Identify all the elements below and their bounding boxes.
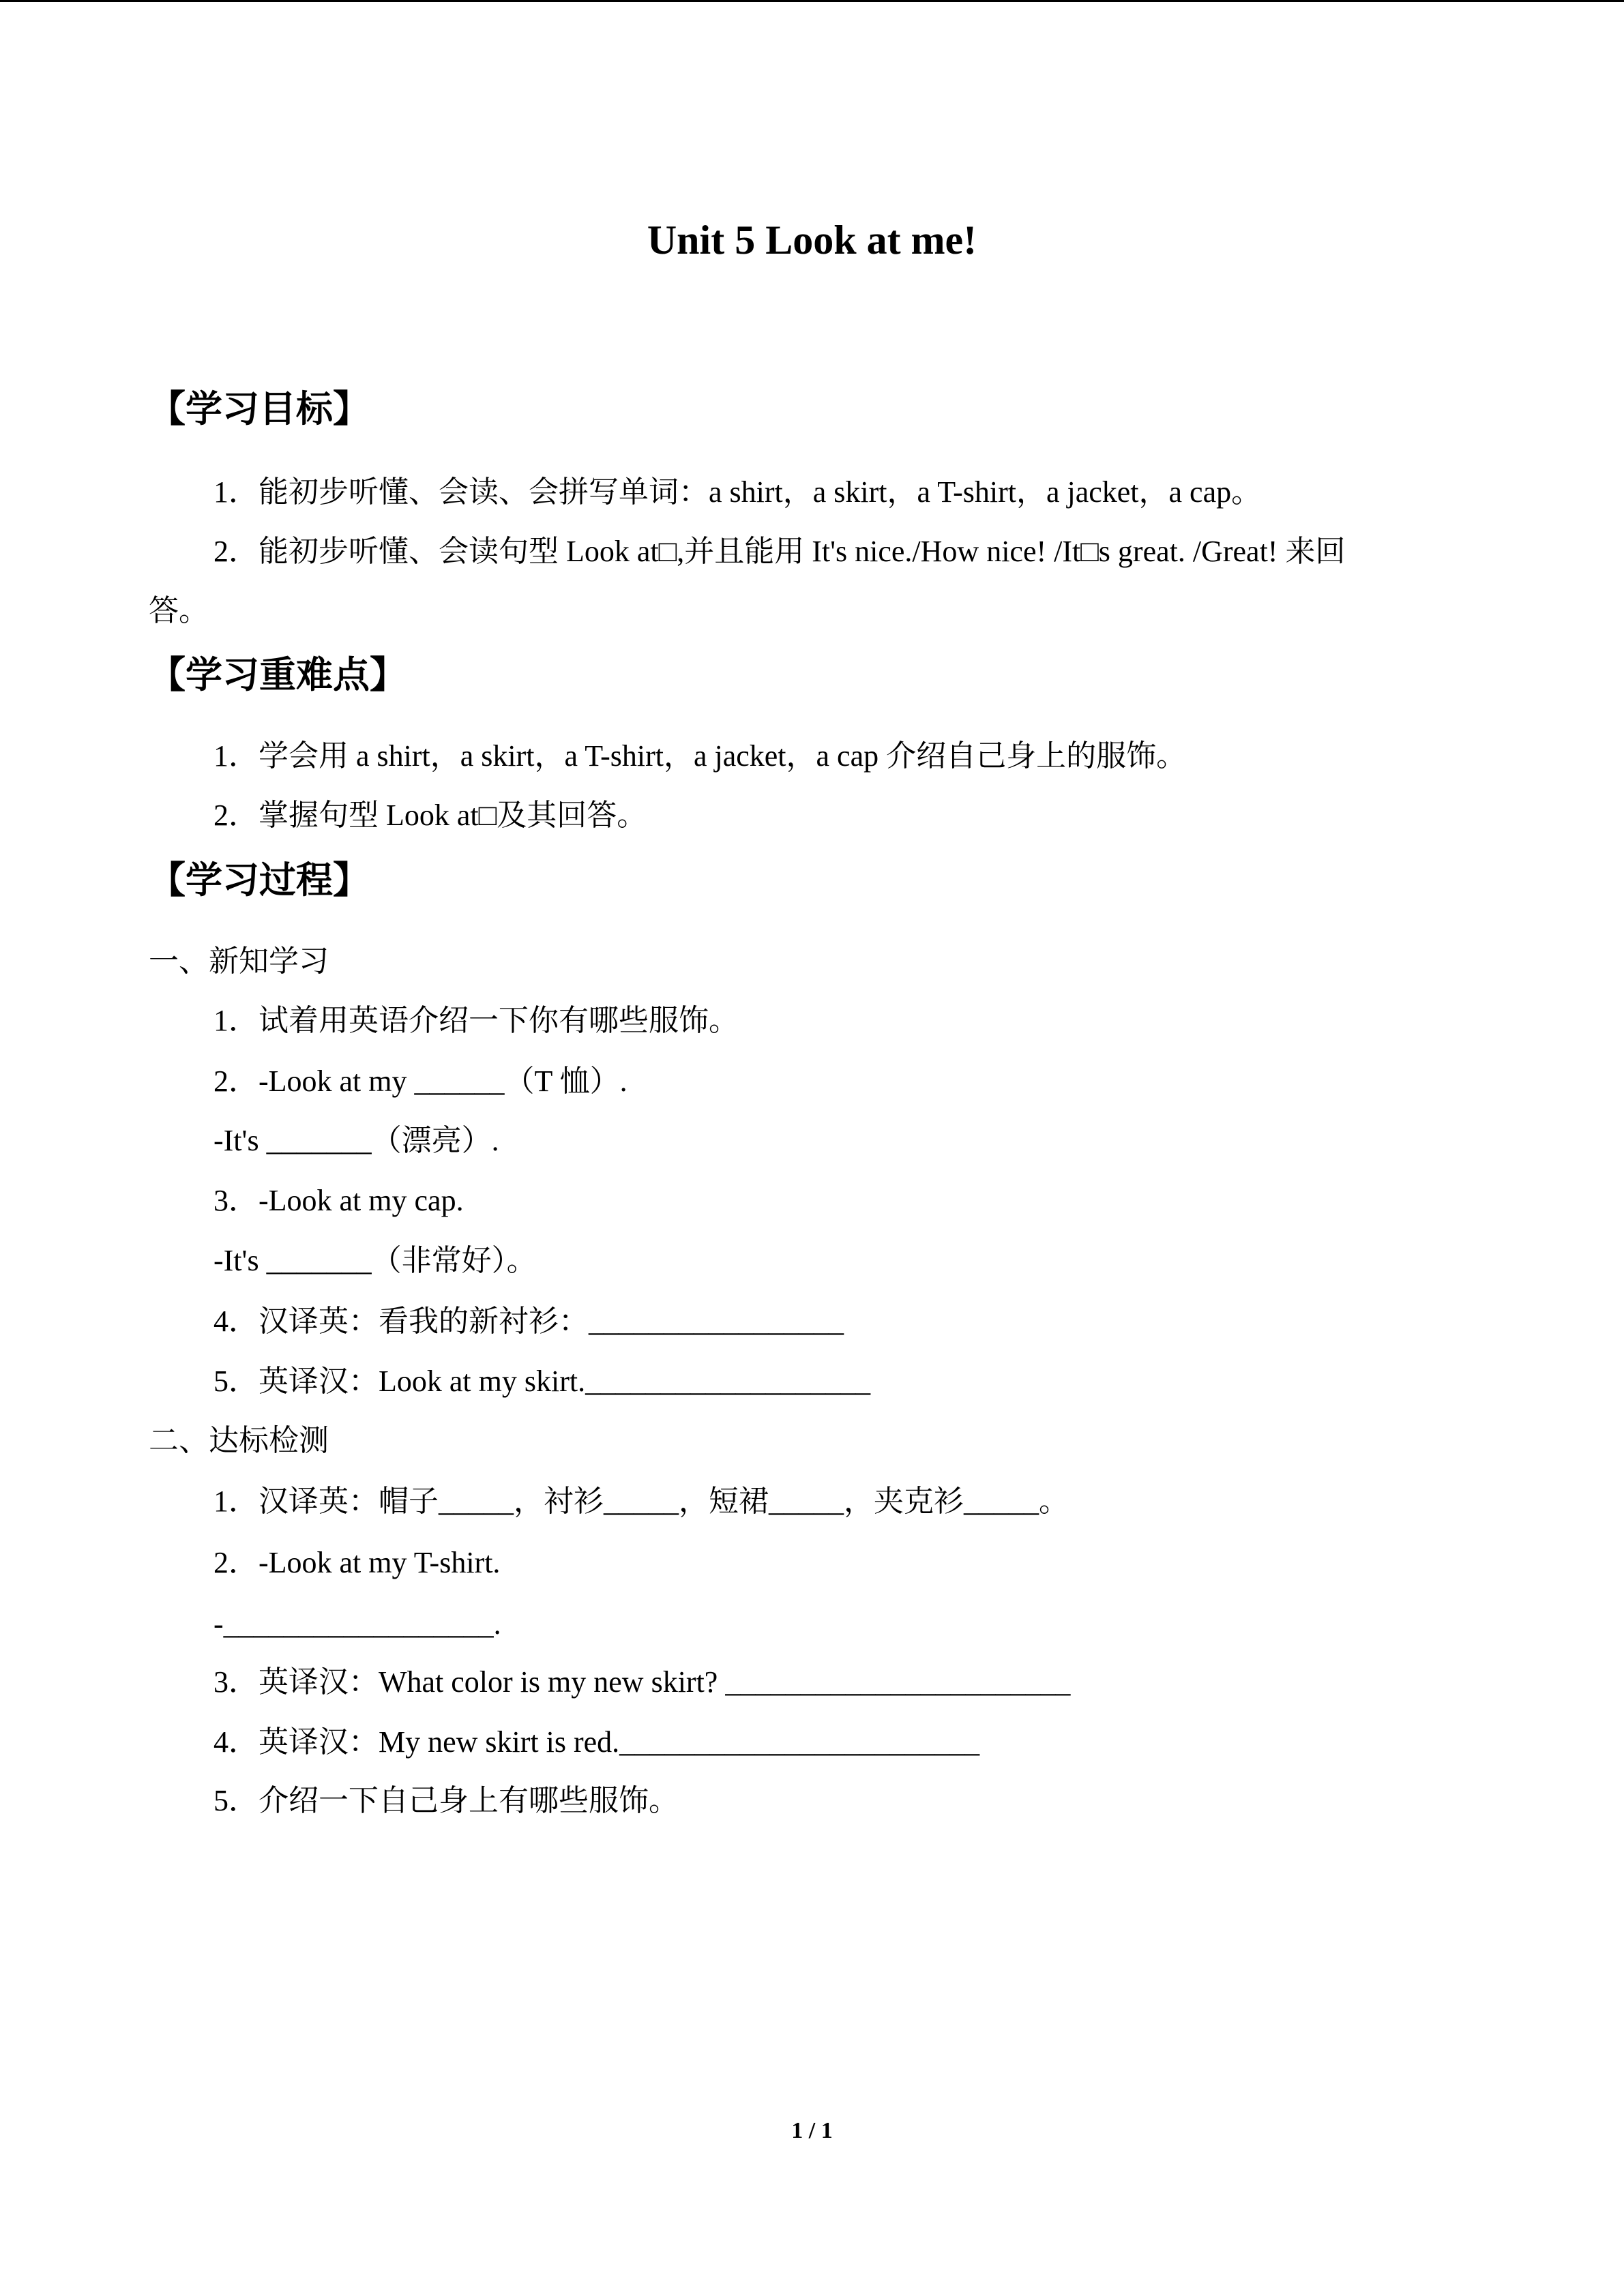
section-heading-key-points: 【学习重难点】	[149, 653, 407, 696]
section-heading-objectives: 【学习目标】	[149, 387, 370, 430]
part2-item-2: 2．-Look at my T-shirt.	[213, 1546, 501, 1579]
key-point-item-2: 2．掌握句型 Look at□及其回答。	[213, 799, 647, 832]
part1-item-2-answer: -It's _______（漂亮）.	[213, 1124, 499, 1157]
part2-item-2-answer: -__________________.	[213, 1607, 501, 1641]
section-heading-process: 【学习过程】	[149, 859, 370, 901]
part1-item-4: 4．汉译英：看我的新衬衫：_________________	[213, 1304, 844, 1338]
part1-item-3: 3．-Look at my cap.	[213, 1184, 464, 1217]
key-point-item-1: 1．学会用 a shirt，a skirt，a T-shirt，a jacket，a cap 介绍自己身上的服饰。	[213, 739, 1187, 773]
part1-item-1: 1．试着用英语介绍一下你有哪些服饰。	[213, 1004, 739, 1037]
part2-item-3: 3．英译汉：What color is my new skirt? _______________________	[213, 1665, 1071, 1699]
page-number: 1 / 1	[791, 2118, 833, 2143]
part1-label: 一、新知学习	[149, 944, 329, 978]
top-border	[0, 0, 1624, 2]
page-title: Unit 5 Look at me!	[647, 218, 977, 263]
part1-item-3-answer: -It's _______（非常好）。	[213, 1244, 537, 1277]
part2-item-5: 5．介绍一下自己身上有哪些服饰。	[213, 1784, 679, 1817]
part2-item-4: 4．英译汉：My new skirt is red.________________________	[213, 1725, 980, 1759]
objective-item-1: 1．能初步听懂、会读、会拼写单词：a shirt，a skirt，a T-shirt，a jacket，a cap。	[213, 475, 1262, 509]
part2-item-1: 1．汉译英：帽子_____，衬衫_____，短裙_____，夹克衫_____。	[213, 1485, 1069, 1518]
objective-item-2: 2．能初步听懂、会读句型 Look at□,并且能用 It's nice./How nice! /It□s great. /Great! 来回	[213, 535, 1346, 568]
part1-item-2: 2．-Look at my ______（T 恤）.	[213, 1064, 628, 1098]
objective-item-2-continued: 答。	[149, 594, 209, 627]
part1-item-5: 5．英译汉：Look at my skirt.___________________	[213, 1365, 871, 1398]
part2-label: 二、达标检测	[149, 1424, 329, 1457]
